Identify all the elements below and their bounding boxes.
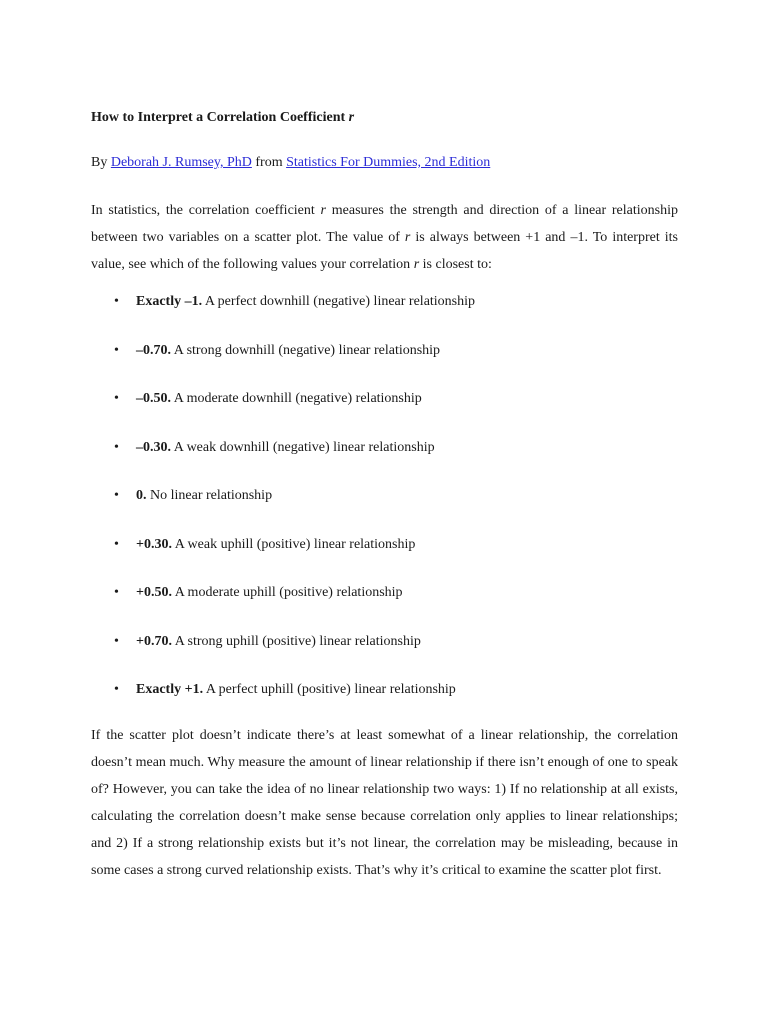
from-label: from	[251, 155, 287, 170]
value-description: A perfect uphill (positive) linear relationship	[203, 682, 456, 697]
list-item	[91, 293, 678, 311]
list-item	[91, 633, 678, 651]
article-title	[91, 109, 678, 127]
value-label: –0.30.	[136, 439, 171, 455]
bullet-icon: •	[114, 536, 119, 552]
title-text: How to Interpret a Correlation Coefficient	[91, 110, 349, 125]
intro-text-4: is closest to:	[419, 257, 492, 272]
value-label: –0.70.	[136, 342, 171, 358]
list-item	[91, 584, 678, 602]
intro-paragraph	[91, 197, 678, 278]
intro-variable-3: r	[413, 257, 420, 272]
value-description: A strong uphill (positive) linear relationship	[171, 633, 421, 649]
bullet-icon: •	[114, 294, 119, 309]
list-item	[91, 536, 678, 554]
value-description: A moderate downhill (negative) relationship	[171, 391, 422, 406]
book-link[interactable]: Statistics For Dummies, 2nd Edition	[286, 155, 491, 170]
bullet-icon: •	[114, 488, 119, 503]
list-item	[91, 487, 678, 505]
document-page	[91, 109, 678, 884]
value-label: –0.50.	[136, 391, 171, 406]
value-label: 0.	[136, 488, 147, 503]
value-label: +0.30.	[136, 536, 172, 552]
value-description: A weak downhill (negative) linear relationship	[171, 439, 435, 455]
intro-variable-1: r	[320, 203, 326, 218]
bullet-icon: •	[114, 342, 119, 358]
value-description: No linear relationship	[146, 488, 273, 503]
byline	[91, 154, 678, 172]
author-link[interactable]: Deborah J. Rumsey, PhD	[110, 155, 252, 170]
value-description: A perfect downhill (negative) linear relationship	[202, 294, 476, 309]
bullet-icon: •	[114, 633, 119, 649]
value-label: Exactly +1.	[136, 682, 204, 697]
value-description: A strong downhill (negative) linear relationship	[171, 342, 441, 358]
intro-text-3: is always between +1 and –1. To interpret its value, see which of the following values your correlation	[91, 230, 678, 272]
list-item	[91, 681, 678, 699]
by-label: By	[91, 155, 111, 170]
value-description: A moderate uphill (positive) relationship	[171, 585, 403, 600]
bullet-icon: •	[114, 585, 119, 600]
bullet-icon: •	[114, 391, 119, 406]
list-item	[91, 439, 678, 457]
title-variable: r	[348, 110, 355, 125]
bullet-icon: •	[114, 682, 119, 697]
intro-text-1: In statistics, the correlation coefficient	[91, 203, 321, 218]
value-label: +0.70.	[136, 633, 172, 649]
value-label: +0.50.	[136, 585, 172, 600]
intro-variable-2: r	[404, 230, 411, 245]
intro-text-2: measures the strength and direction of a linear relationship between two variables on a scatter plot. The value of	[91, 203, 678, 245]
value-description: A weak uphill (positive) linear relationship	[171, 536, 416, 552]
value-label: Exactly –1.	[136, 294, 203, 309]
list-item	[91, 342, 678, 360]
list-item	[91, 390, 678, 408]
closing-paragraph: If the scatter plot doesn’t indicate there’s at least somewhat of a linear relationship, the correlation doesn’t mean much. Why measure the amount of linear relationship if there isn’t enough of one to speak of? However, you can take the idea of no linear relationship two ways: 1) If no relationship at all exists, calculating the correlation doesn’t make sense because correlation only applies to linear relationships; and 2) If a strong relationship exists but it’s not linear, the correlation may be misleading, because in some cases a strong curved relationship exists. That’s why it’s critical to examine the scatter plot first.	[91, 727, 678, 878]
correlation-values-list	[91, 293, 678, 699]
bullet-icon: •	[114, 439, 119, 455]
